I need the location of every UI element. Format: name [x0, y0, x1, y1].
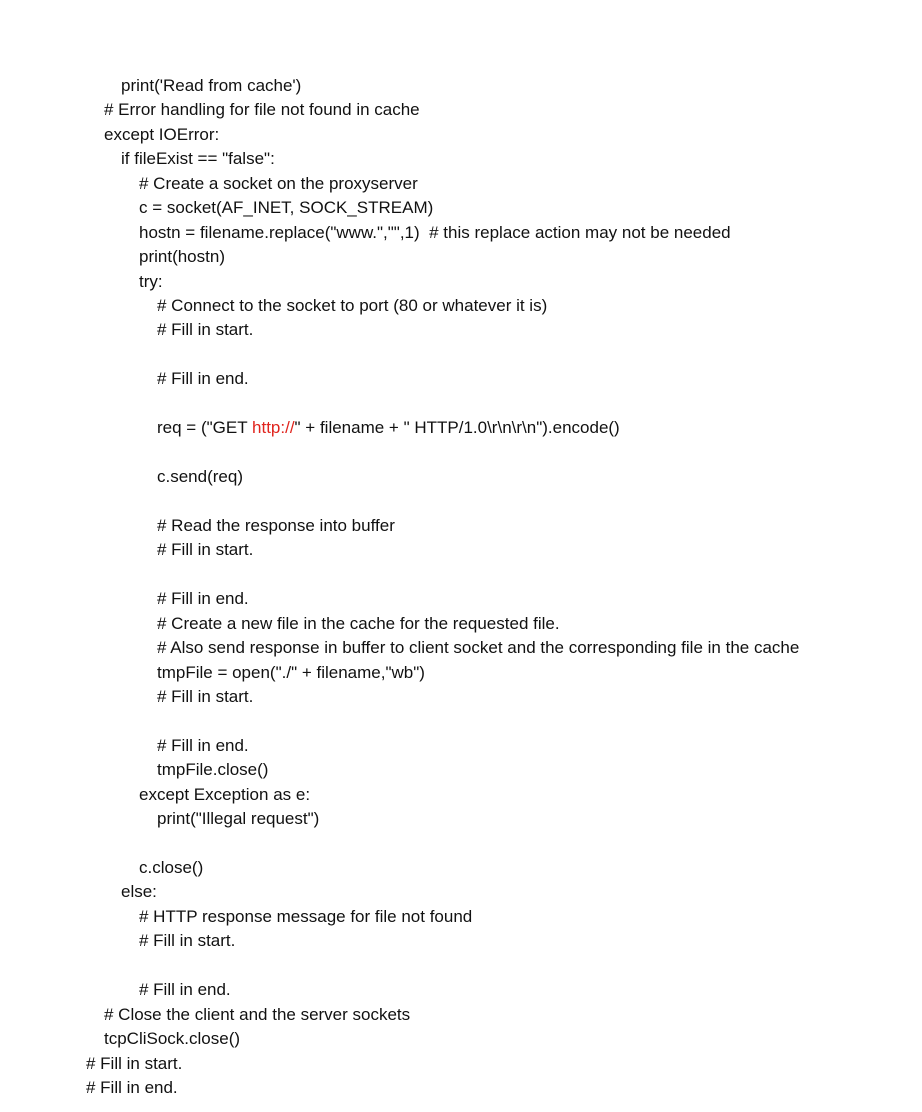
code-line: c.close() — [139, 858, 204, 877]
code-line: except Exception as e: — [139, 784, 311, 804]
fill-in-end-comment: # Fill in end. — [157, 589, 249, 609]
code-line: print(hostn) — [139, 247, 225, 267]
fill-in-start-comment: # Fill in start. — [157, 686, 254, 706]
code-line: hostn = filename.replace("www.","",1) # this replace action may not be needed — [139, 222, 731, 242]
fill-in-end-comment: # Fill in end. — [157, 369, 249, 389]
fill-in-start-comment: # Fill in start. — [157, 540, 254, 560]
code-comment-line: # Create a socket on the proxyserver — [139, 173, 418, 193]
code-line: print('Read from cache') — [121, 76, 302, 95]
code-comment-line: # Read the response into buffer — [157, 515, 395, 535]
code-line-request — [0, 416, 922, 440]
code-line: tmpFile = open("./" + filename,"wb") — [157, 662, 425, 682]
blank-line — [0, 441, 922, 465]
code-block — [0, 74, 922, 1100]
blank-line — [0, 709, 922, 733]
code-comment-line: # HTTP response message for file not found — [139, 906, 473, 926]
code-comment-line: # Create a new file in the cache for the requested file. — [157, 613, 560, 633]
code-line: try: — [139, 271, 163, 291]
code-comment-line: # Connect to the socket to port (80 or whatever it is) — [157, 295, 548, 315]
request-suffix: " + filename + " HTTP/1.0\r\n\r\n").encode() — [294, 418, 620, 438]
code-line: tcpCliSock.close() — [104, 1029, 241, 1049]
http-link[interactable]: http:// — [252, 418, 295, 438]
request-prefix: req = ("GET — [157, 418, 253, 438]
code-comment-line: # Error handling for file not found in cache — [104, 100, 420, 120]
code-line: tmpFile.close() — [157, 760, 269, 780]
fill-in-start-comment: # Fill in start. — [139, 931, 236, 951]
fill-in-end-comment: # Fill in end. — [86, 1077, 178, 1097]
code-line: print("Illegal request") — [157, 809, 320, 829]
fill-in-start-comment: # Fill in start. — [86, 1053, 183, 1073]
blank-line — [0, 343, 922, 367]
code-line: if fileExist == "false": — [121, 149, 275, 169]
blank-line — [0, 563, 922, 587]
code-line: except IOError: — [104, 124, 220, 144]
blank-line — [0, 832, 922, 856]
fill-in-end-comment: # Fill in end. — [157, 735, 249, 755]
code-line: else: — [121, 882, 157, 902]
code-comment-line: # Also send response in buffer to client socket and the corresponding file in the cache — [157, 638, 800, 658]
blank-line — [0, 489, 922, 513]
code-line: c = socket(AF_INET, SOCK_STREAM) — [139, 198, 434, 218]
fill-in-end-comment: # Fill in end. — [139, 980, 231, 1000]
blank-line — [0, 954, 922, 978]
code-comment-line: # Close the client and the server sockets — [104, 1004, 411, 1024]
code-line: c.send(req) — [157, 467, 243, 486]
fill-in-start-comment: # Fill in start. — [157, 320, 254, 340]
blank-line — [0, 392, 922, 416]
